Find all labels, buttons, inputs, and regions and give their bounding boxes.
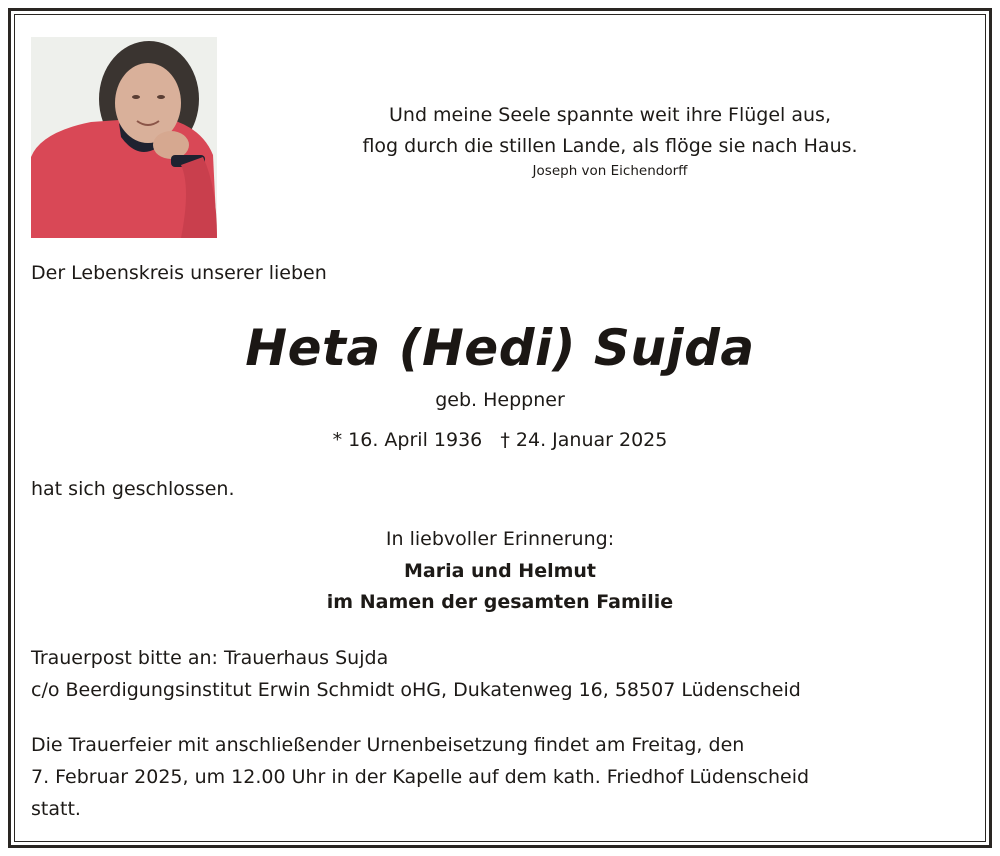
family-line: im Namen der gesamten Familie (326, 591, 674, 613)
ceremony-line-3: statt. (31, 798, 81, 820)
mourner-names: Maria und Helmut (403, 560, 597, 582)
quote-author: Joseph von Eichendorff (532, 163, 688, 179)
closing-text: hat sich geschlossen. (31, 478, 235, 500)
ceremony-line-2: 7. Februar 2025, um 12.00 Uhr in der Kapelle auf dem kath. Friedhof Lüdenscheid (31, 766, 810, 788)
quote-line-1: Und meine Seele spannte weit ihre Flügel aus, (389, 104, 831, 126)
deceased-name: Heta (Hedi) Sujda (245, 319, 755, 377)
intro-text: Der Lebenskreis unserer lieben (31, 262, 327, 284)
quote-line-2: flog durch die stillen Lande, als flöge sie nach Haus. (362, 135, 858, 157)
portrait-photo (31, 37, 217, 238)
mail-address-line-1: Trauerpost bitte an: Trauerhaus Sujda (31, 647, 389, 669)
life-dates: * 16. April 1936 † 24. Januar 2025 (332, 429, 668, 451)
mail-address-line-2: c/o Beerdigungsinstitut Erwin Schmidt oHG, Dukatenweg 16, 58507 Lüdenscheid (31, 679, 801, 701)
memory-heading: In liebvoller Erinnerung: (385, 528, 615, 550)
ceremony-line-1: Die Trauerfeier mit anschließender Urnenbeisetzung findet am Freitag, den (31, 734, 745, 756)
maiden-name: geb. Heppner (435, 389, 565, 411)
